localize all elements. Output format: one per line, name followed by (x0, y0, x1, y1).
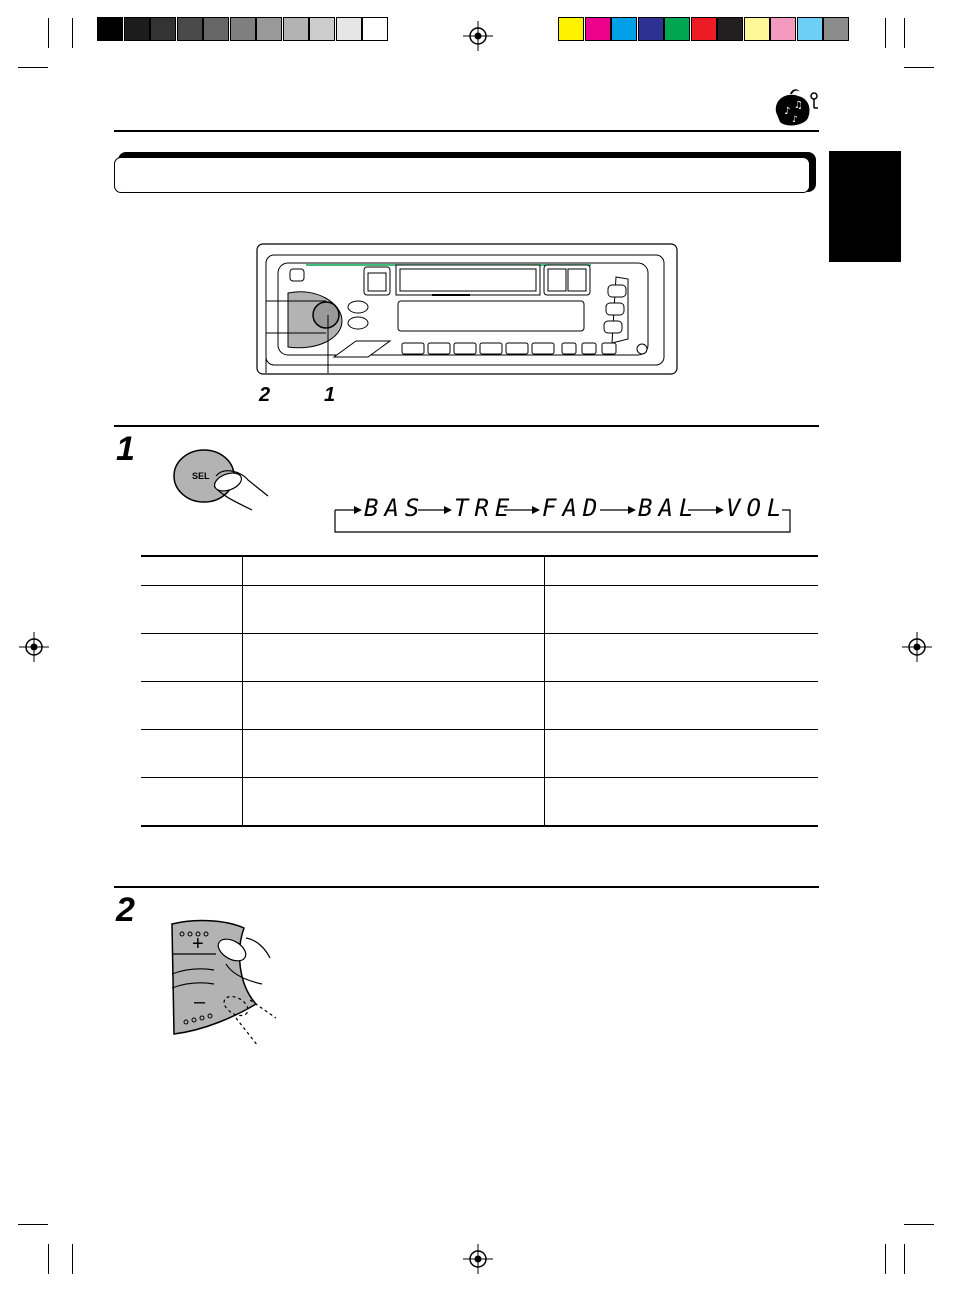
step2-number: 2 (116, 891, 135, 929)
section-title-box (114, 152, 814, 194)
color-swatch (150, 17, 176, 41)
minus-label: – (194, 991, 206, 1013)
language-side-tab (829, 151, 901, 262)
mode-bas: BAS (364, 494, 426, 522)
crop-mark (904, 67, 934, 68)
color-swatch (97, 17, 123, 41)
color-swatch (638, 17, 664, 41)
callout-1: 1 (324, 384, 336, 406)
sound-adjust-icon (772, 86, 820, 130)
color-swatch (664, 17, 690, 41)
color-swatch (177, 17, 203, 41)
svg-text:♪: ♪ (792, 115, 798, 125)
callout-2: 2 (259, 384, 271, 406)
crop-mark (18, 1224, 48, 1225)
plus-label: + (192, 933, 204, 955)
color-swatch (744, 17, 770, 41)
crop-mark (72, 18, 73, 48)
step1-rule (114, 425, 819, 427)
crop-mark (904, 18, 905, 48)
color-swatch (124, 17, 150, 41)
table-row (141, 634, 818, 682)
crop-mark (48, 18, 49, 48)
color-swatch (611, 17, 637, 41)
volume-control-press-illustration (166, 914, 282, 1050)
crop-mark (72, 1244, 73, 1274)
color-swatch (309, 17, 335, 41)
color-swatch (558, 17, 584, 41)
table-row (141, 586, 818, 634)
header-rule (114, 130, 819, 132)
color-swatch (585, 17, 611, 41)
mode-fad: FAD (542, 494, 604, 522)
color-swatch (283, 17, 309, 41)
registration-target-icon (19, 632, 49, 662)
registration-target-icon (463, 21, 493, 51)
step1-number: 1 (116, 430, 135, 468)
color-swatch (770, 17, 796, 41)
mode-tre: TRE (454, 494, 516, 522)
faceplate-illustration (256, 243, 678, 375)
crop-mark (18, 67, 48, 68)
svg-text:♫: ♫ (794, 100, 803, 111)
color-swatch (230, 17, 256, 41)
registration-target-icon (463, 1244, 493, 1274)
registration-target-icon (902, 632, 932, 662)
svg-text:♪: ♪ (784, 106, 791, 117)
table-header-row (141, 556, 818, 586)
crop-mark (904, 1244, 905, 1274)
sel-label: SEL (192, 471, 210, 481)
table-row (141, 778, 818, 827)
color-swatch (256, 17, 282, 41)
sel-button-press-illustration (166, 446, 274, 518)
color-swatch (203, 17, 229, 41)
color-swatch (362, 17, 388, 41)
crop-mark (885, 1244, 886, 1274)
crop-mark (904, 1224, 934, 1225)
step2-rule (114, 886, 819, 888)
crop-mark (48, 1244, 49, 1274)
mode-vol: VOL (726, 494, 788, 522)
color-swatch (336, 17, 362, 41)
color-swatch (797, 17, 823, 41)
color-swatch (823, 17, 849, 41)
color-swatch (717, 17, 743, 41)
adjustment-table (141, 555, 818, 827)
table-row (141, 682, 818, 730)
crop-mark (885, 18, 886, 48)
table-row (141, 730, 818, 778)
color-swatch (691, 17, 717, 41)
mode-bal: BAL (638, 494, 700, 522)
